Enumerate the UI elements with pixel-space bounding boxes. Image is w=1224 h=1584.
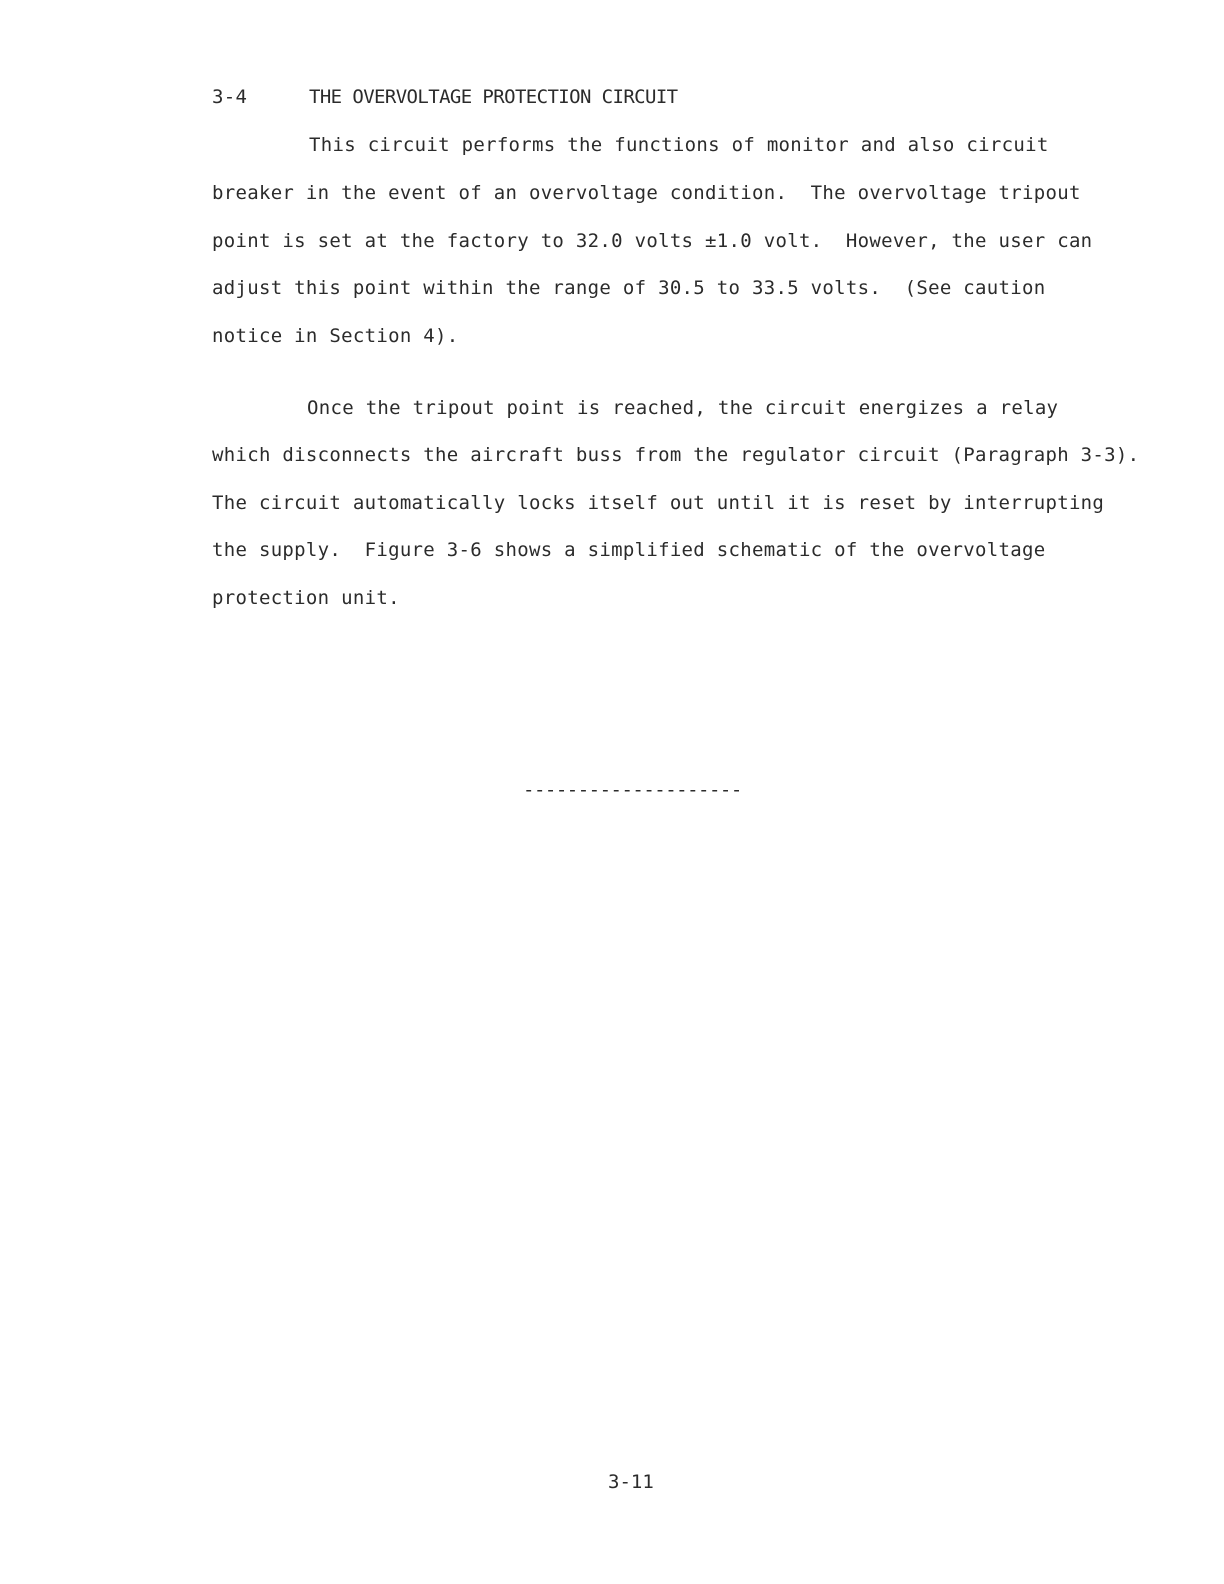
page-number: 3-11 [608, 1471, 654, 1493]
paragraph-line: Once the tripout point is reached, the circuit energizes a relay [307, 397, 1059, 419]
section-number: 3-4 [212, 86, 248, 108]
paragraph-line: breaker in the event of an overvoltage condition. The overvoltage tripout [212, 182, 1081, 204]
paragraph-line: which disconnects the aircraft buss from the regulator circuit (Paragraph 3-3). [212, 444, 1140, 466]
paragraph-line: point is set at the factory to 32.0 volts ±1.0 volt. However, the user can [212, 230, 1093, 252]
paragraph-line: The circuit automatically locks itself out until it is reset by interrupting [212, 492, 1105, 514]
paragraph-line: This circuit performs the functions of monitor and also circuit [309, 134, 1049, 156]
paragraph-line: protection unit. [212, 587, 400, 609]
section-title: THE OVERVOLTAGE PROTECTION CIRCUIT [309, 86, 678, 108]
paragraph-line: adjust this point within the range of 30.5 to 33.5 volts. (See caution [212, 277, 1046, 299]
section-end-divider: -------------------- [523, 779, 742, 801]
paragraph-line: the supply. Figure 3-6 shows a simplified schematic of the overvoltage [212, 539, 1046, 561]
paragraph-line: notice in Section 4). [212, 325, 459, 347]
